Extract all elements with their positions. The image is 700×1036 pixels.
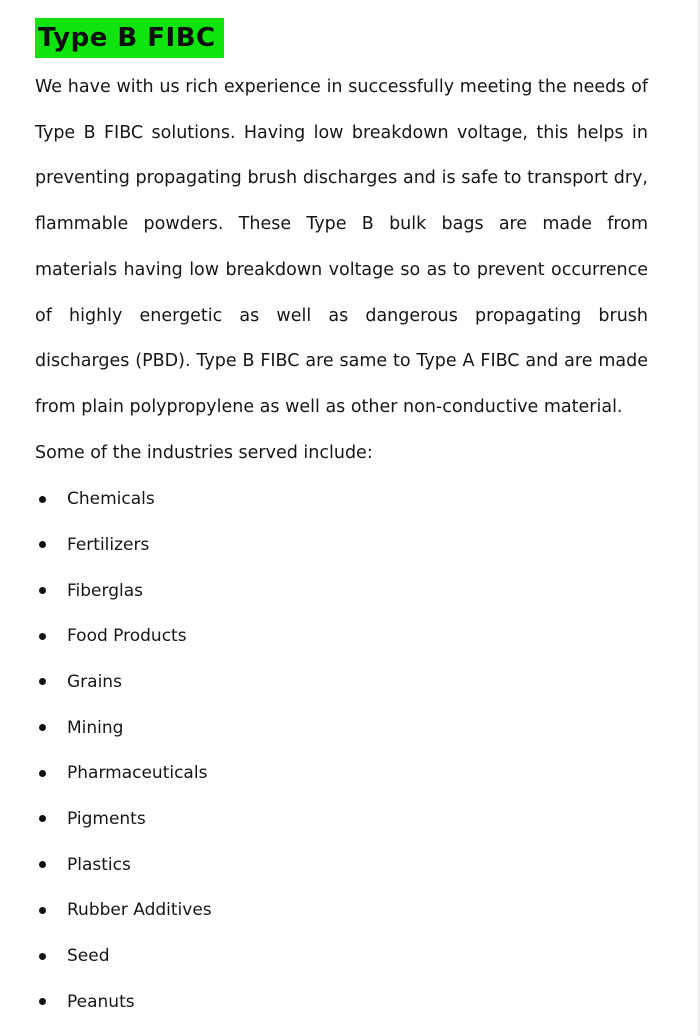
list-item-label: Pigments xyxy=(67,808,146,829)
bullet-dot-icon xyxy=(39,861,46,868)
list-item-label: Seed xyxy=(67,946,110,967)
bullet-dot-icon xyxy=(39,496,46,503)
list-item xyxy=(35,522,648,568)
list-item-label: Chemicals xyxy=(67,489,155,510)
list-intro-text: Some of the industries served include: xyxy=(35,442,373,463)
list-item-label: Mining xyxy=(67,717,124,738)
list-item xyxy=(35,888,648,934)
list-item-label: Grains xyxy=(67,671,122,692)
list-item xyxy=(35,476,648,522)
list-item xyxy=(35,613,648,659)
list-item-label: Food Products xyxy=(67,626,187,647)
page-title: Type B FIBC xyxy=(35,18,224,58)
list-item xyxy=(35,796,648,842)
list-item xyxy=(35,705,648,751)
list-item-label: Pharmaceuticals xyxy=(67,763,208,784)
list-item xyxy=(35,750,648,796)
list-item xyxy=(35,979,648,1025)
bullet-dot-icon xyxy=(39,587,46,594)
list-item-label: Plastics xyxy=(67,854,131,875)
bullet-dot-icon xyxy=(39,678,46,685)
page-title-row xyxy=(35,18,648,58)
list-item-label: Peanuts xyxy=(67,991,135,1012)
list-item xyxy=(35,933,648,979)
bullet-dot-icon xyxy=(39,998,46,1005)
industries-list xyxy=(35,476,648,1024)
list-item-label: Fiberglas xyxy=(67,580,143,601)
list-item xyxy=(35,659,648,705)
bullet-dot-icon xyxy=(39,633,46,640)
intro-paragraph: We have with us rich experience in successfully meeting the needs of Type B FIBC solutions. Having low breakdown voltage, this helps in preventing propagating brush discharges and is safe to transport dry, flammable powders. These Type B bulk bags are made from materials having low breakdown voltage so as to prevent occurrence of highly energetic as well as dangerous propagating brush discharges (PBD). Type B FIBC are same to Type A FIBC and are made from plain polypropylene as well as other non-conductive material. xyxy=(35,77,648,417)
bullet-dot-icon xyxy=(39,770,46,777)
bullet-dot-icon xyxy=(39,541,46,548)
bullet-dot-icon xyxy=(39,724,46,731)
list-item-label: Fertilizers xyxy=(67,534,150,555)
bullet-dot-icon xyxy=(39,953,46,960)
bullet-dot-icon xyxy=(39,907,46,914)
list-item xyxy=(35,842,648,888)
list-item-label: Rubber Additives xyxy=(67,900,212,921)
list-item xyxy=(35,568,648,614)
bullet-dot-icon xyxy=(39,815,46,822)
